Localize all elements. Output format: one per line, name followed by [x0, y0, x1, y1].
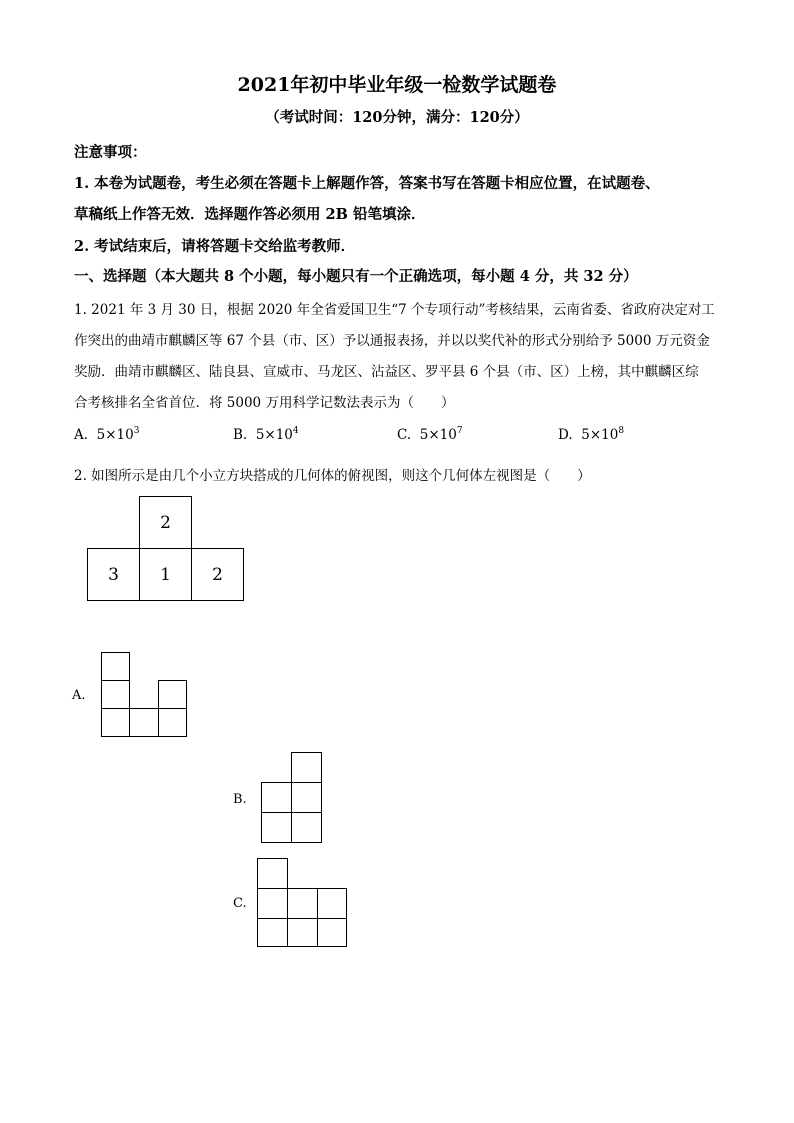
grid-cell	[257, 858, 288, 889]
grid-cell	[129, 708, 159, 737]
option-exponent: 7	[456, 426, 463, 436]
option-letter: C.	[397, 427, 412, 443]
grid-cell	[101, 680, 130, 709]
grid-cell	[257, 888, 288, 919]
grid-cell	[158, 708, 187, 737]
q1-line-4: 合考核排名全省首位．将 5000 万用科学记数法表示为（ ）	[74, 395, 455, 411]
top-view-cell: 2	[191, 548, 244, 601]
note-item-2: 2. 考试结束后，请将答题卡交给监考教师．	[74, 238, 356, 255]
note-item-1-line-1: 1. 本卷为试题卷，考生必须在答题卡上解题作答，答案书写在答题卡相应位置，在试题卷、	[74, 175, 660, 192]
grid-cell	[317, 918, 347, 947]
q1-option-a[interactable]	[74, 427, 139, 443]
q2-option-c-label[interactable]: C.	[233, 896, 247, 911]
notes-heading: 注意事项：	[74, 144, 147, 161]
option-base: 5×10	[419, 427, 457, 443]
option-letter: D.	[558, 427, 573, 443]
grid-cell	[257, 918, 288, 947]
grid-cell	[287, 888, 318, 919]
grid-cell	[291, 812, 322, 843]
q2-question-text: 2. 如图所示是由几个小立方块搭成的几何体的俯视图，则这个几何体左视图是（ ）	[74, 468, 591, 484]
q2-option-a-label[interactable]: A.	[72, 688, 86, 703]
top-view-cell: 1	[139, 548, 192, 601]
exam-subtitle: （考试时间：120分钟，满分：120分）	[265, 109, 529, 126]
grid-cell	[291, 782, 322, 813]
q1-option-d[interactable]	[558, 427, 624, 443]
option-letter: A.	[74, 427, 89, 443]
q1-option-c[interactable]	[397, 427, 463, 443]
grid-cell	[101, 708, 130, 737]
q1-line-3: 奖励．曲靖市麒麟区、陆良县、宣威市、马龙区、沾益区、罗平县 6 个县（市、区）上榜，其中麒麟区综	[74, 364, 699, 380]
option-exponent: 8	[618, 426, 625, 436]
grid-cell	[291, 752, 322, 783]
option-base: 5×10	[255, 427, 293, 443]
section-1-heading: 一、选择题（本大题共 8 个小题，每小题只有一个正确选项，每小题 4 分，共 32 分）	[74, 268, 638, 285]
q1-line-2: 作突出的曲靖市麒麟区等 67 个县（市、区）予以通报表扬，并以以奖代补的形式分别给予 5000 万元资金	[74, 333, 710, 349]
exam-title: 2021年初中毕业年级一检数学试题卷	[237, 74, 557, 96]
option-letter: B.	[233, 427, 248, 443]
option-base: 5×10	[581, 427, 619, 443]
grid-cell	[101, 652, 130, 681]
grid-cell	[261, 782, 292, 813]
option-base: 5×10	[96, 427, 134, 443]
q2-option-b-label[interactable]: B.	[233, 792, 247, 807]
option-exponent: 3	[133, 426, 140, 436]
top-view-cell: 2	[139, 496, 192, 549]
grid-cell	[261, 812, 292, 843]
top-view-cell: 3	[87, 548, 140, 601]
grid-cell	[287, 918, 318, 947]
q1-option-b[interactable]	[233, 427, 299, 443]
q1-line-1: 1. 2021 年 3 月 30 日，根据 2020 年全省爱国卫生“7 个专项行动”考核结果，云南省委、省政府决定对工	[74, 302, 715, 318]
grid-cell	[158, 680, 187, 709]
note-item-1-line-2: 草稿纸上作答无效．选择题作答必须用 2B 铅笔填涂．	[74, 206, 426, 223]
grid-cell	[317, 888, 347, 919]
option-exponent: 4	[292, 426, 299, 436]
